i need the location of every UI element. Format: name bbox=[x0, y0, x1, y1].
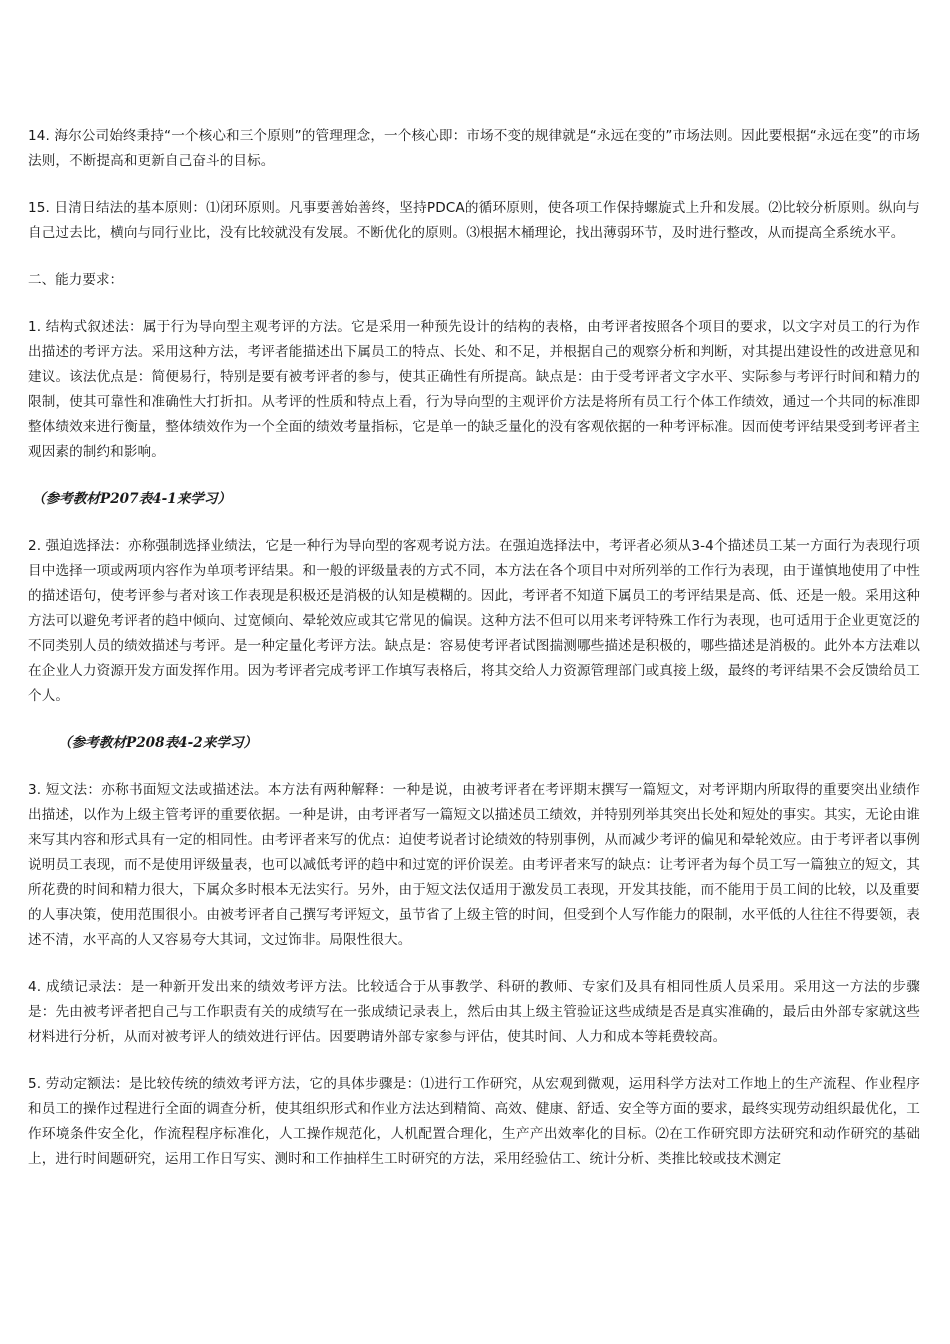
paragraph-record-method: 4. 成绩记录法：是一种新开发出来的绩效考评方法。比较适合于从事教学、科研的教师、专家们及具有相同性质人员采用。采用这一方法的步骤是：先由被考评者把自己与工作职责有关的成绩写在一张成绩记录表上，然后由其上级主管验证这些成绩是否是真实准确的，最后由外部专家就这些材料进行分析，从而对被考评人的绩效进行评估。因要聘请外部专家参与评估，使其时间、人力和成本等耗费较高。 bbox=[28, 979, 920, 1045]
section-heading-ability: 二、能力要求： bbox=[28, 272, 124, 288]
paragraph-14: 14. 海尔公司始终秉持“一个核心和三个原则”的管理理念，一个核心即：市场不变的规律就是“永远在变的”市场法则。因此要根据“永远在变”的市场法则，不断提高和更新自己奋斗的目标。 bbox=[28, 128, 920, 169]
paragraph-essay-method: 3. 短文法：亦称书面短文法或描述法。本方法有两种解释：一种是说，由被考评者在考评期末撰写一篇短文，对考评期内所取得的重要突出业绩作出描述，以作为上级主管考评的重要依据。一种是讲，由考评者写一篇短文以描述员工绩效，并特别列举其突出长处和短处的事实。其实，无论由谁来写其内容和形式具有一定的相同性。由考评者来写的优点：迫使考说者讨论绩效的特别事例，从而减少考评的偏见和晕轮效应。由于考评者以事例说明员工表现，而不是使用评级量表，也可以减低考评的趋中和过宽的评价误差。由考评者来写的缺点：让考评者为每个员工写一篇独立的短文，其所花费的时间和精力很大，下属众多时根本无法实行。另外，由于短文法仅适用于激发员工表现，开发其技能，而不能用于员工间的比较，以及重要的人事决策，使用范围很小。由被考评者自己撰写考评短文，虽节省了上级主管的时间，但受到个人写作能力的限制，水平低的人往往不得要领，表述不清，水平高的人又容易夸大其词，文过饰非。局限性很大。 bbox=[28, 782, 920, 948]
reference-note-p208: （参考教材P208表4-2来学习） bbox=[58, 735, 258, 751]
paragraph-15: 15. 日清日结法的基本原则：⑴闭环原则。凡事要善始善终，坚持PDCA的循环原则，使各项工作保持螺旋式上升和发展。⑵比较分析原则。纵向与自己过去比，横向与同行业比，没有比较就没有发展。不断优化的原则。⑶根据木桶理论，找出薄弱环节，及时进行整改，从而提高全系统水平。 bbox=[28, 200, 920, 241]
paragraph-forced-choice: 2. 强迫选择法：亦称强制选择业绩法，它是一种行为导向型的客观考说方法。在强迫选择法中，考评者必须从3-4个描述员工某一方面行为表现行项目中选择一项或两项内容作为单项考评结果。和一般的评级量表的方式不同，本方法在各个项目中对所列举的工作行为表现，由于谨慎地使用了中性的描述语句，使考评参与者对该工作表现是积极还是消极的认知是模糊的。因此，考评者不知道下属员工的考评结果是高、低、还是一般。采用这种方法可以避免考评者的趋中倾向、过宽倾向、晕轮效应或其它常见的偏误。这种方法不但可以用来考评特殊工作行为表现，也可适用于企业更宽泛的不同类别人员的绩效描述与考评。是一种定量化考评方法。缺点是：容易使考评者试图揣测哪些描述是积极的，哪些描述是消极的。此外本方法难以在企业人力资源开发方面发挥作用。因为考评者完成考评工作填写表格后，将其交给人力资源管理部门或真接上级，最终的考评结果不会反馈给员工个人。 bbox=[28, 538, 920, 704]
reference-note-p207: （参考教材P207表4-1来学习） bbox=[32, 491, 232, 507]
paragraph-labor-quota: 5. 劳动定额法：是比较传统的绩效考评方法，它的具体步骤是：⑴进行工作研究，从宏观到微观，运用科学方法对工作地上的生产流程、作业程序和员工的操作过程进行全面的调查分析，使其组织形式和作业方法达到精简、高效、健康、舒适、安全等方面的要求，最终实现劳动组织最优化，工作环境条件安全化，作流程程序标准化，人工操作规范化，人机配置合理化，生产产出效率化的目标。⑵在工作研究即方法研究和动作研究的基础上，进行时间题研究，运用工作日写实、测时和工作抽样生工时研究的方法，采用经验估工、统计分析、类推比较或技术测定 bbox=[28, 1076, 920, 1167]
document-page bbox=[28, 124, 920, 1194]
paragraph-structured-narrative: 1. 结构式叙述法：属于行为导向型主观考评的方法。它是采用一种预先设计的结构的表格，由考评者按照各个项目的要求，以文字对员工的行为作出描述的考评方法。采用这种方法，考评者能描述出下属员工的特点、长处、和不足，并根据自己的观察分析和判断，对其提出建设性的改进意见和建议。该法优点是：简便易行，特别是要有被考评者的参与，使其正确性有所提高。缺点是：由于受考评者文字水平、实际参与考评行时间和精力的限制，使其可靠性和准确性大打折扣。从考评的性质和特点上看，行为导向型的主观评价方法是将所有员工行个体工作绩效，通过一个共同的标准即整体绩效来进行衡量，整体绩效作为一个全面的绩效考量指标，它是单一的缺乏量化的没有客观依据的一种考评标准。因而使考评结果受到考评者主观因素的制约和影响。 bbox=[28, 319, 920, 460]
